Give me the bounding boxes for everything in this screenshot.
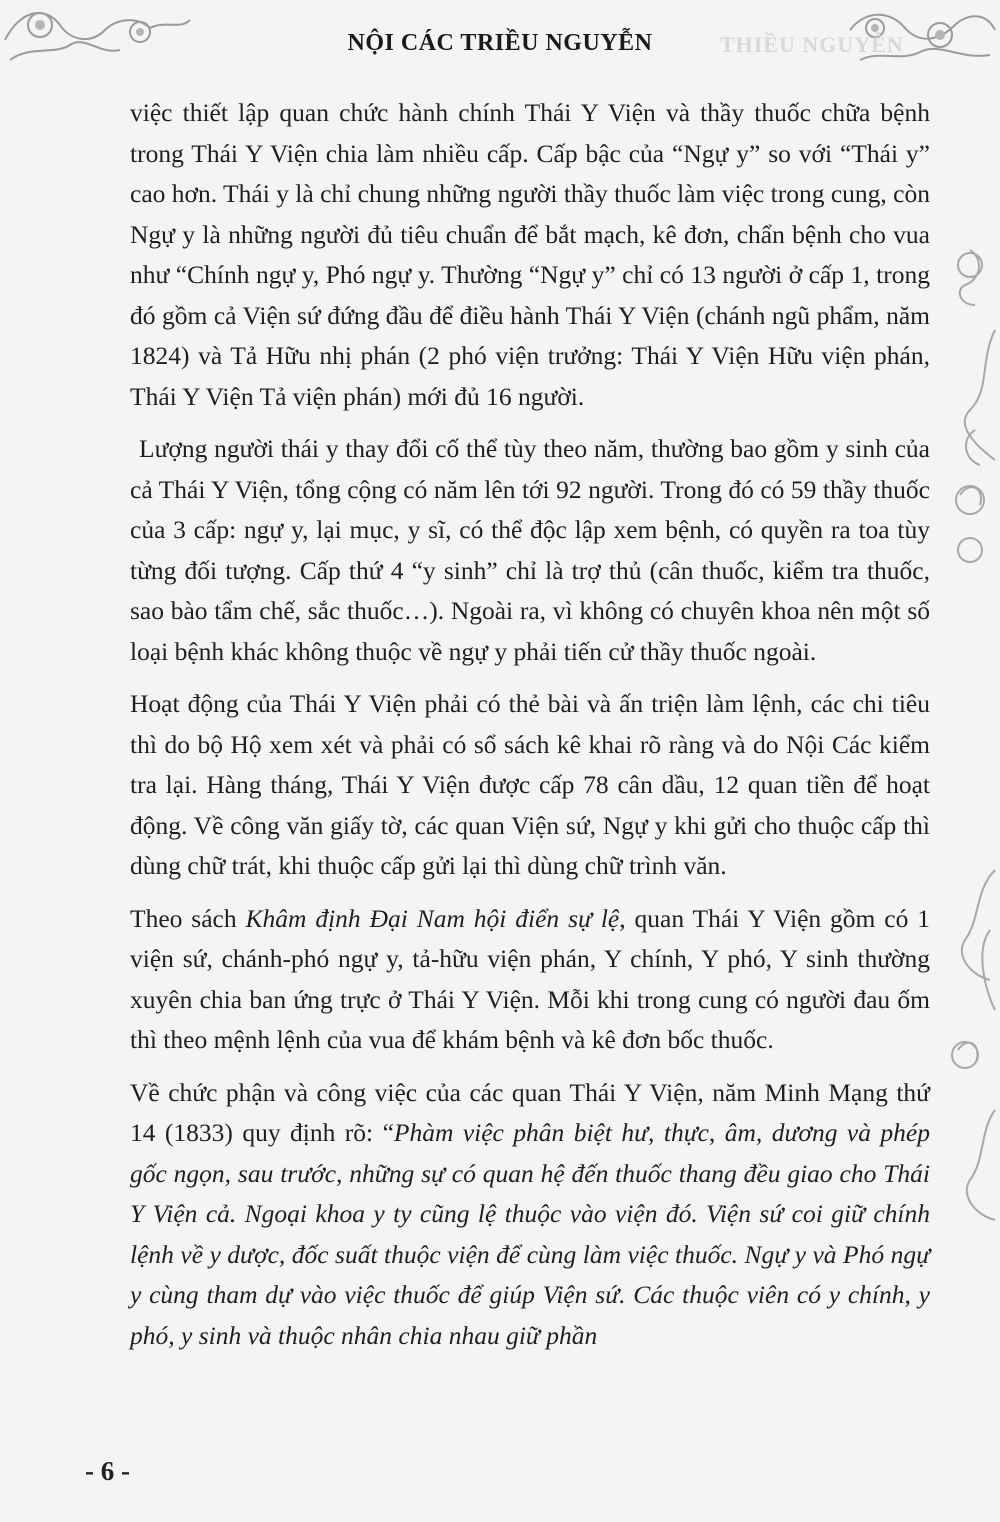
decree-quote-italic: Phàm việc phân biệt hư, thực, âm, dương và phép gốc ngọn, sau trước, những sự có quan hệ đến thuốc thang đều giao cho Thái Y Viện cả. Ngoại khoa y ty cũng lệ thuộc vào viện đó. Viện sứ coi giữ chính lệnh về y dược, đốc suất thuộc viện để cùng làm việc thuốc. Ngự y và Phó ngự y cùng tham dự vào việc thuốc để giúp Viện sứ. Các thuộc viên có y chính, y phó, y sinh và thuộc nhân chia nhau giữ phần — [130, 1118, 930, 1350]
paragraph-4-lead: Theo sách — [130, 903, 246, 933]
paragraph-4 — [130, 899, 930, 1061]
running-header-title: NỘI CÁC TRIỀU NGUYỄN — [347, 30, 653, 56]
paragraph-3: Hoạt động của Thái Y Viện phải có thẻ bài và ấn triện làm lệnh, các chi tiêu thì do bộ Hộ xem xét và phải có sổ sách kê khai rõ ràng và do Nội Các kiểm tra lại. Hàng tháng, Thái Y Viện được cấp 78 cân dầu, 12 quan tiền để hoạt động. Về công văn giấy tờ, các quan Viện sứ, Ngự y khi gửi cho thuộc cấp thì dùng chữ trát, khi thuộc cấp gửi lại thì dùng chữ trình văn. — [130, 689, 930, 880]
paragraph-5-lead: Về chức phận và công việc của các quan Thái Y Viện, năm Minh Mạng thứ 14 (1833) quy định rõ: “ — [130, 1077, 930, 1147]
dragon-ornament-right-margin-icon — [940, 230, 1000, 1230]
paragraph-4-rest: , quan Thái Y Viện gồm có 1 viện sứ, chánh-phó ngự y, tả-hữu viện phán, Y chính, Y phó, Y sinh thường xuyên chia ban ứng trực ở Thái Y Viện. Mỗi khi trong cung có người đau ốm thì theo mệnh lệnh của vua để khám bệnh và kê đơn bốc thuốc. — [130, 903, 931, 1054]
book-title-italic: Khâm định Đại Nam hội điển sự lệ — [245, 903, 620, 933]
paragraph-1: việc thiết lập quan chức hành chính Thái Y Viện và thầy thuốc chữa bệnh trong Thái Y Viện chia làm nhiều cấp. Cấp bậc của “Ngự y” so với “Thái y” cao hơn. Thái y là chỉ chung những người thầy thuốc làm việc trong cung, còn Ngự y là những người đủ tiêu chuẩn để bắt mạch, kê đơn, chẩn bệnh cho vua như “Chính ngự y, Phó ngự y. Thường “Ngự y” chỉ có 13 người ở cấp 1, trong đó gồm cả Viện sứ đứng đầu để điều hành Thái Y Viện (chánh ngũ phẩm, năm 1824) và Tả Hữu nhị phán (2 phó viện trưởng: Thái Y Viện Hữu viện phán, Thái Y Viện Tả viện phán) mới đủ 16 người. — [130, 98, 930, 411]
paragraph-5 — [130, 1073, 930, 1357]
page-body — [130, 93, 930, 1356]
bleed-through-title: THIỀU NGUYỄN — [720, 32, 904, 57]
paragraph-2: Lượng người thái y thay đổi cố thể tùy theo năm, thường bao gồm y sinh của cả Thái Y Viện, tổng cộng có năm lên tới 92 người. Trong đó có 59 thầy thuốc của 3 cấp: ngự y, lại mục, y sĩ, có thể độc lập xem bệnh, có quyền ra toa tùy từng đối tượng. Cấp thứ 4 “y sinh” chỉ là trợ thủ (cân thuốc, kiểm tra thuốc, sao bào tẩm chế, sắc thuốc…). Ngoài ra, vì không có chuyên khoa nên một số loại bệnh khác không thuộc về ngự y phải tiến cử thầy thuốc ngoài. — [130, 434, 930, 666]
page-number: - 6 - — [85, 1456, 130, 1486]
